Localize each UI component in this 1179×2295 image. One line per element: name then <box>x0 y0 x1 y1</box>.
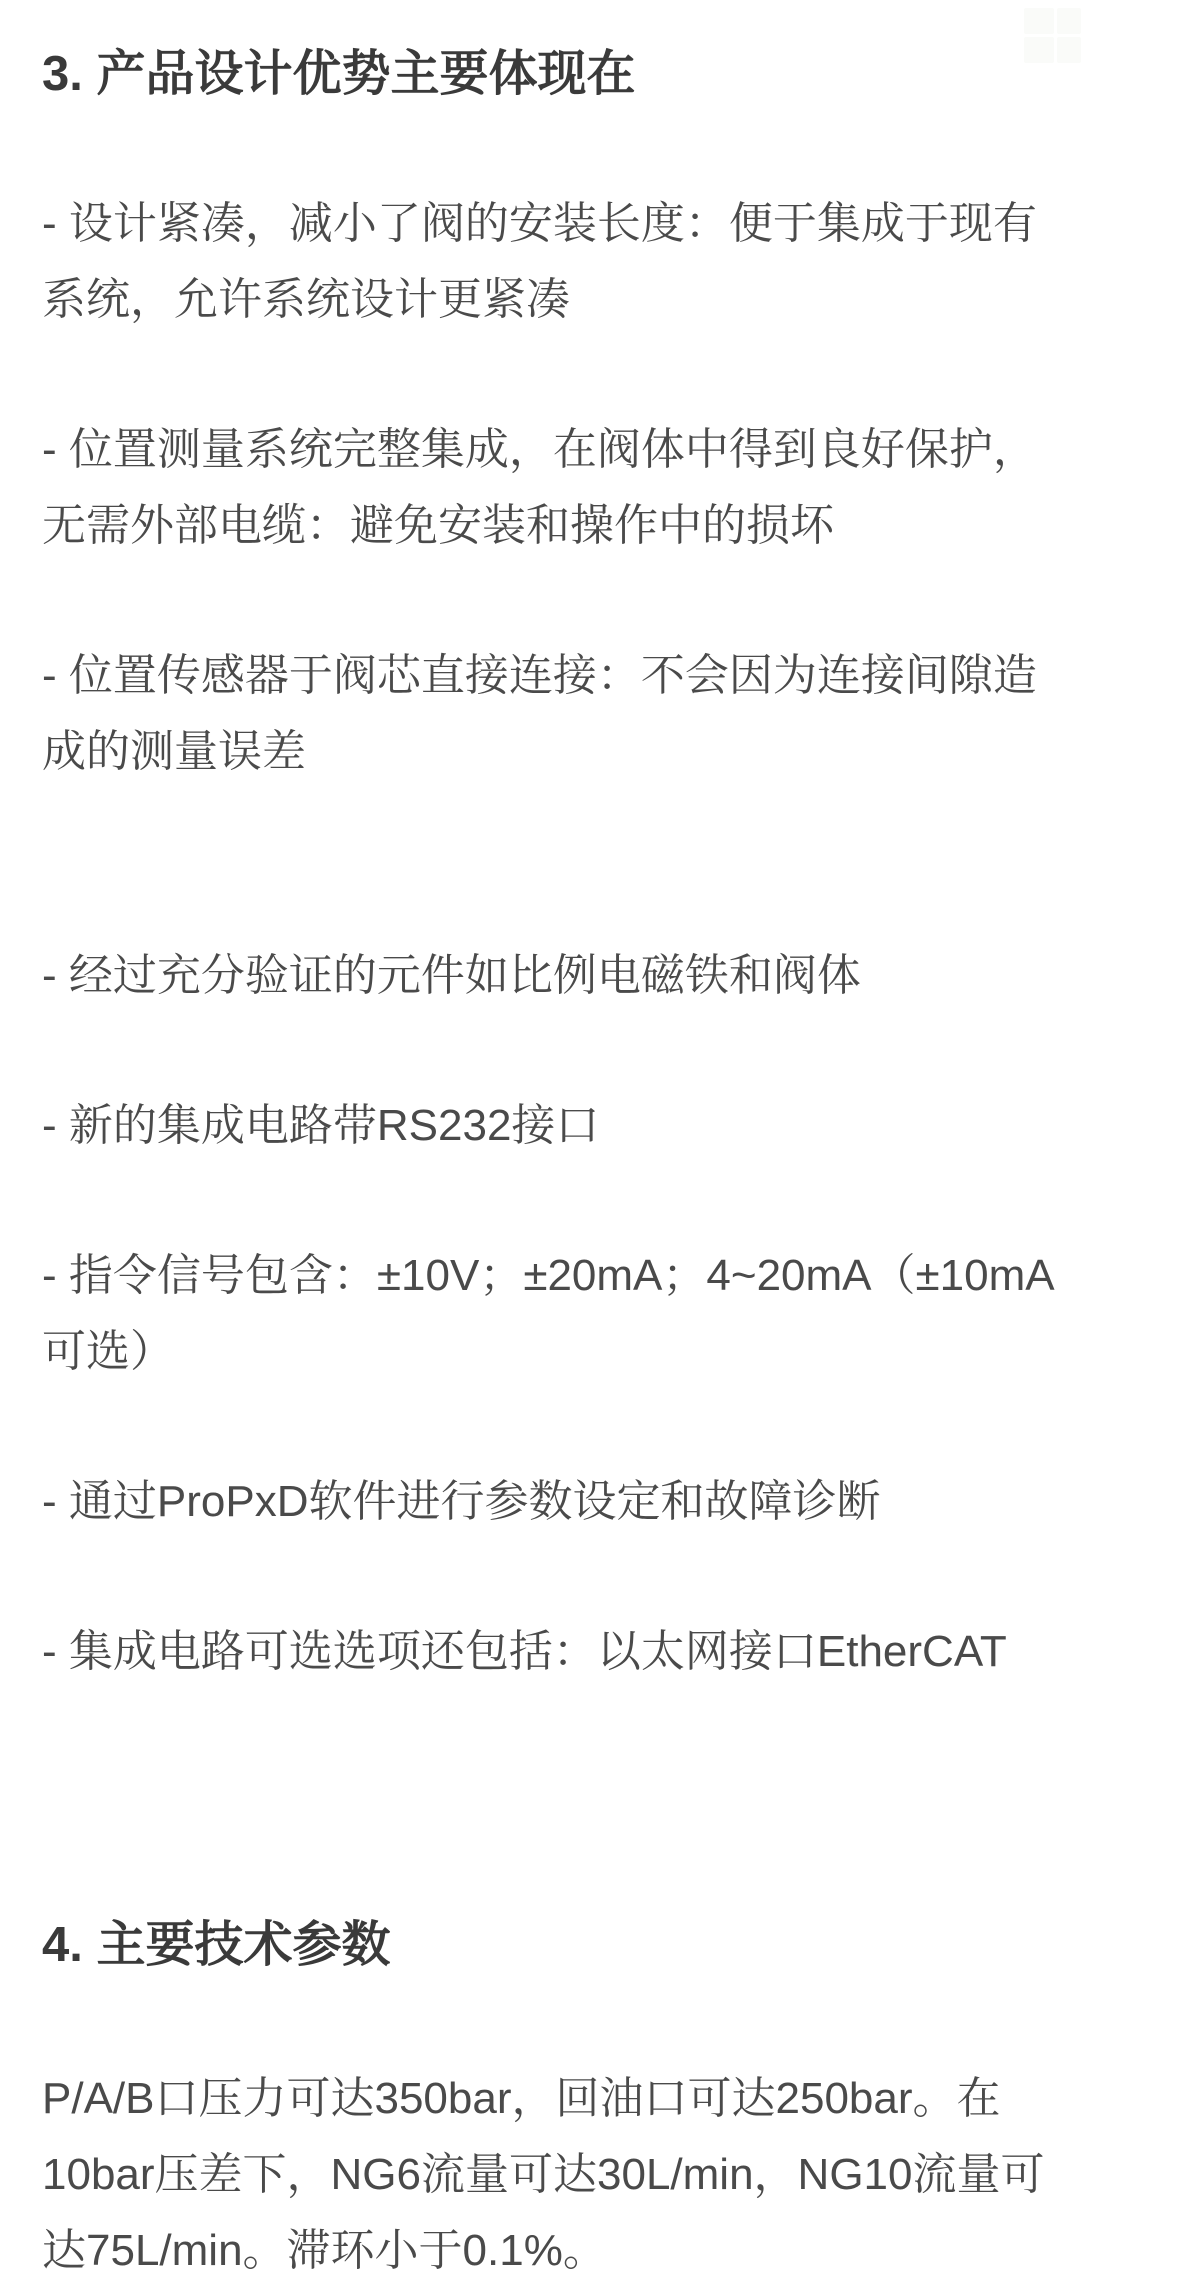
text-line: - 位置测量系统完整集成，在阀体中得到良好保护， <box>42 425 1037 474</box>
text-line: 10bar压差下，NG6流量可达30L/min，NG10流量可 <box>42 2150 1045 2199</box>
watermark-block <box>1057 8 1081 34</box>
watermark-block <box>1024 37 1054 63</box>
text-line: P/A/B口压力可达350bar，回油口可达250bar。在 <box>42 2074 1001 2123</box>
section-3-heading: 3. 产品设计优势主要体现在 <box>42 47 636 101</box>
text-line: 成的测量误差 <box>42 727 306 776</box>
bullet-proven-components <box>42 938 1137 1014</box>
text-line: - 经过充分验证的元件如比例电磁铁和阀体 <box>42 951 861 1000</box>
watermark-block <box>1024 8 1054 34</box>
watermark-block <box>1057 37 1081 63</box>
text-line: 无需外部电缆：避免安装和操作中的损坏 <box>42 501 834 550</box>
bullet-integrated-circuit-rs232 <box>42 1088 1137 1164</box>
text-line: - 通过ProPxD软件进行参数设定和故障诊断 <box>42 1477 881 1526</box>
technical-parameters-paragraph <box>42 2061 1137 2289</box>
text-line: 达75L/min。滞环小于0.1%。 <box>42 2226 607 2275</box>
text-line: - 位置传感器于阀芯直接连接：不会因为连接间隙造 <box>42 651 1037 700</box>
bullet-ethercat-option <box>42 1614 1137 1690</box>
bullet-position-measurement <box>42 412 1137 564</box>
text-line: - 新的集成电路带RS232接口 <box>42 1101 600 1150</box>
text-line: - 设计紧凑，减小了阀的安装长度：便于集成于现有 <box>42 199 1037 248</box>
section-4-heading: 4. 主要技术参数 <box>42 1918 391 1972</box>
bullet-design-compact <box>42 186 1137 338</box>
bullet-command-signals <box>42 1238 1137 1390</box>
bullet-position-sensor <box>42 638 1137 790</box>
text-line: - 指令信号包含：±10V；±20mA；4~20mA（±10mA <box>42 1251 1055 1300</box>
text-line: 系统，允许系统设计更紧凑 <box>42 275 570 324</box>
text-line: 可选） <box>42 1327 174 1376</box>
faint-watermark <box>1024 8 1082 64</box>
bullet-propxd-software <box>42 1464 1137 1540</box>
text-line: - 集成电路可选选项还包括：以太网接口EtherCAT <box>42 1627 1007 1676</box>
